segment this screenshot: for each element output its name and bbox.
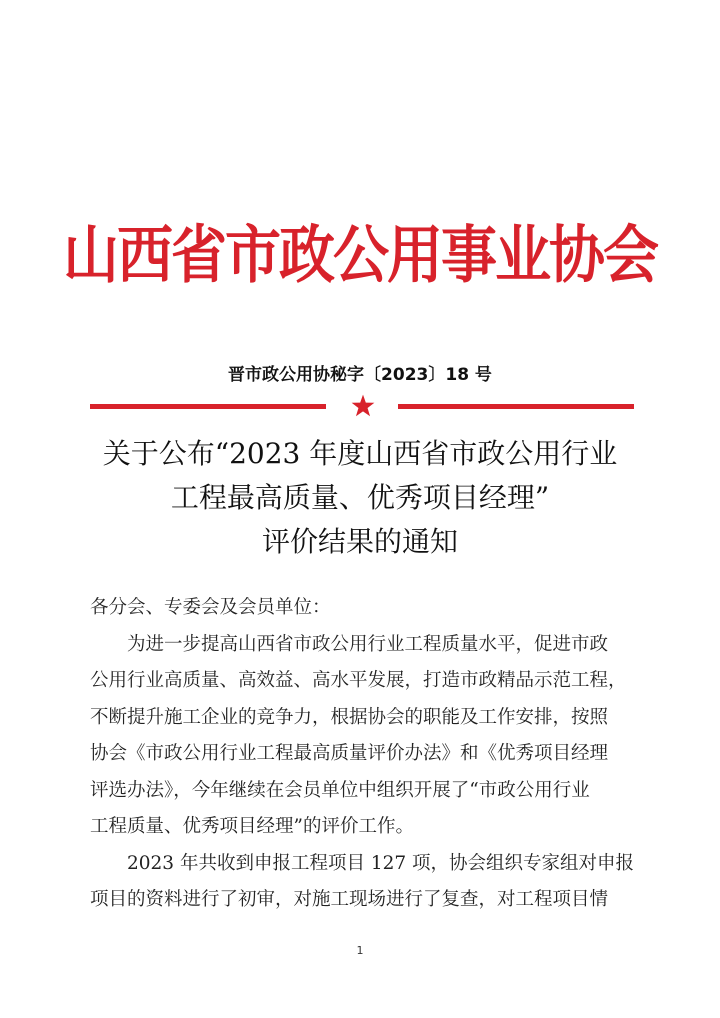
salutation: 各分会、专委会及会员单位：	[90, 597, 331, 618]
notice-title-line: 评价结果的通知	[261, 525, 458, 558]
body-line: 不断提升施工企业的竞争力，根据协会的职能及工作安排，按照	[90, 706, 609, 728]
body-line: 协会《市政公用行业工程最高质量评价办法》和《优秀项目经理	[90, 743, 609, 764]
document-number: 晋市政公用协秘字〔2023〕18 号	[228, 365, 492, 385]
body-line: 工程质量、优秀项目经理”的评价工作。	[90, 816, 414, 837]
star-icon	[350, 393, 376, 419]
red-divider	[90, 395, 634, 419]
body-line: 公用行业高质量、高效益、高水平发展，打造市政精品示范工程，	[90, 670, 627, 691]
page-number: 1	[356, 944, 364, 957]
notice-title-line: 关于公布“2023 年度山西省市政公用行业	[102, 437, 618, 470]
body-line: 为进一步提高山西省市政公用行业工程质量水平，促进市政	[127, 633, 609, 655]
body-text	[90, 590, 640, 919]
divider-line-left	[90, 404, 326, 409]
divider-line-right	[398, 404, 634, 409]
body-line: 2023 年共收到申报工程项目 127 项，协会组织专家组对申报	[127, 852, 635, 874]
notice-title-line: 工程最高质量、优秀项目经理”	[170, 481, 550, 514]
notice-title	[0, 432, 720, 564]
organization-name: 山西省市政公用事业协会	[63, 218, 657, 293]
body-line: 评选办法》，今年继续在会员单位中组织开展了“市政公用行业	[90, 779, 590, 801]
body-line: 项目的资料进行了初审，对施工现场进行了复查，对工程项目情	[90, 889, 609, 910]
